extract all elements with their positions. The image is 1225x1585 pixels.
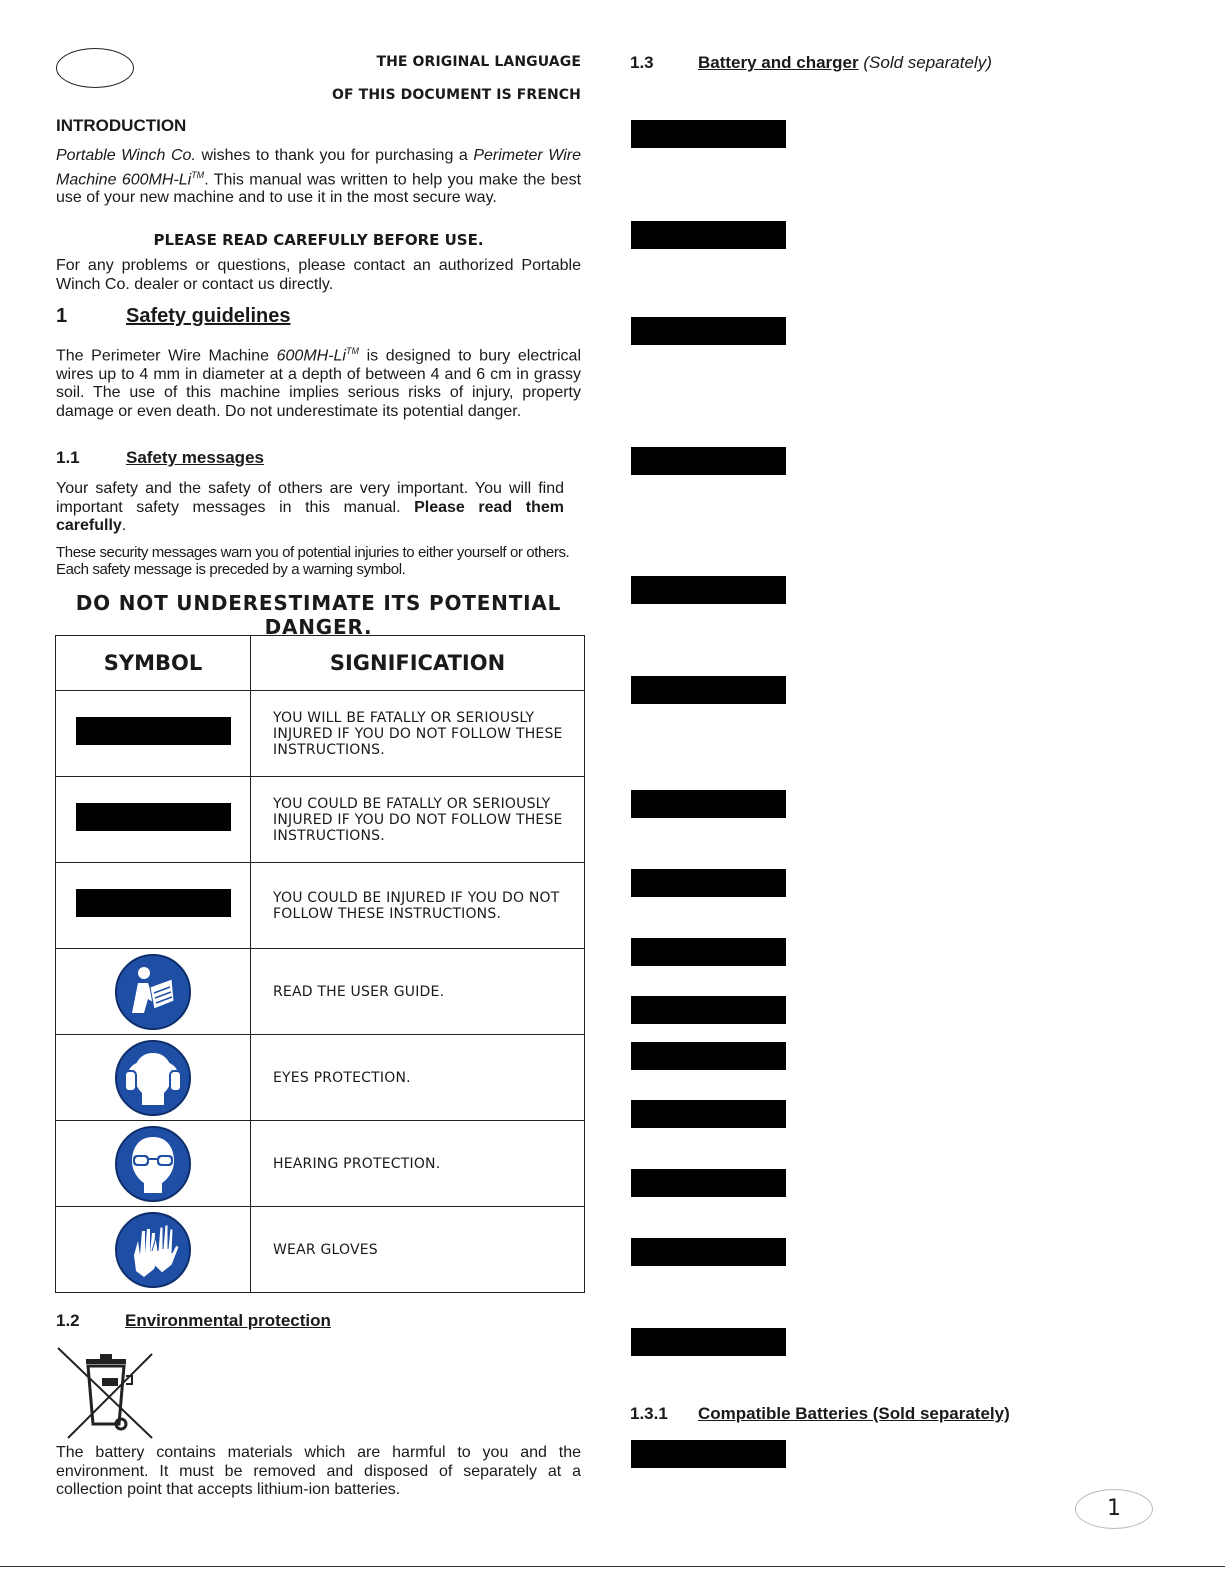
crossed-bin-icon	[56, 1346, 156, 1446]
redacted-block	[631, 996, 786, 1024]
redacted-label	[76, 803, 231, 831]
table-row: HEARING PROTECTION.	[56, 1121, 585, 1207]
product-name: Perimeter Wire Machine 600MH-Li	[56, 147, 581, 188]
table-row: EYES PROTECTION.	[56, 1035, 585, 1121]
section-1-1-heading: 1.1 Safety messages	[56, 448, 264, 467]
intro-heading: INTRODUCTION	[56, 116, 187, 135]
read-guide-icon	[114, 953, 192, 1031]
section-1-3-1-heading: 1.3.1 Compatible Batteries (Sold separately)	[630, 1404, 1010, 1423]
redacted-block	[631, 1042, 786, 1070]
redacted-block	[631, 317, 786, 345]
redacted-block	[631, 1328, 786, 1356]
redacted-block	[631, 1440, 786, 1468]
company-name: Portable Winch Co.	[56, 147, 196, 164]
safety-messages-paragraph: Your safety and the safety of others are very important. You will find important safety messages in this manual. Please read them carefully.	[56, 480, 564, 534]
contact-paragraph: For any problems or questions, please contact an authorized Portable Winch Co. dealer or contact us directly.	[56, 257, 581, 293]
redacted-block	[631, 221, 786, 249]
environmental-paragraph: The battery contains materials which are harmful to you and the environment. It must be removed and disposed of separately at a collection point that accepts lithium-ion batteries.	[56, 1444, 581, 1498]
table-row: YOU COULD BE FATALLY OR SERIOUSLY INJURED IF YOU DO NOT FOLLOW THESE INSTRUCTIONS.	[56, 777, 585, 863]
redacted-block	[631, 869, 786, 897]
table-row: READ THE USER GUIDE.	[56, 949, 585, 1035]
redacted-block	[631, 1100, 786, 1128]
table-row: WEAR GLOVES	[56, 1207, 585, 1293]
redacted-label	[76, 889, 231, 917]
footer-divider	[0, 1566, 1225, 1567]
table-row: YOU WILL BE FATALLY OR SERIOUSLY INJURED IF YOU DO NOT FOLLOW THESE INSTRUCTIONS.	[56, 691, 585, 777]
redacted-block	[631, 1169, 786, 1197]
redacted-block	[631, 676, 786, 704]
section-1-heading: 1 Safety guidelines	[56, 305, 291, 327]
redacted-block	[631, 790, 786, 818]
redacted-block	[631, 938, 786, 966]
section-1-2-heading: 1.2 Environmental protection	[56, 1311, 331, 1330]
redacted-block	[631, 120, 786, 148]
column-header-signification: SIGNIFICATION	[251, 636, 585, 691]
intro-paragraph: Portable Winch Co. wishes to thank you for purchasing a Perimeter Wire Machine 600MH-Li™. This manual was written to help you make the best use of your new machine and to use it in the most secure way.	[56, 147, 582, 207]
redacted-block	[631, 447, 786, 475]
section-1-paragraph: The Perimeter Wire Machine 600MH-Li™ is designed to bury electrical wires up to 4 mm in diameter at a depth of between 4 and 6 cm in grassy soil. The use of this machine implies serious risks of injury, property damage or even death. Do not underestimate its potential danger.	[56, 346, 582, 420]
ear-protection-icon	[114, 1039, 192, 1117]
redacted-block	[631, 576, 786, 604]
read-carefully-notice: PLEASE READ CAREFULLY BEFORE USE.	[153, 231, 484, 249]
table-header-row	[56, 636, 585, 691]
redacted-block	[631, 1238, 786, 1266]
danger-warning: DO NOT UNDERESTIMATE ITS POTENTIAL DANGER.	[75, 591, 562, 639]
page-number: 1	[1075, 1489, 1153, 1529]
safety-symbol-table	[55, 635, 585, 1293]
header-oval	[56, 48, 134, 88]
gloves-icon	[114, 1211, 192, 1289]
column-header-symbol: SYMBOL	[56, 636, 251, 691]
warning-symbol-paragraph: These security messages warn you of potential injuries to either yourself or others. Each safety message is preceded by a warning symbol.	[56, 544, 570, 578]
original-language-line1: THE ORIGINAL LANGUAGE	[376, 54, 581, 70]
section-1-3-heading: 1.3 Battery and charger (Sold separately)	[630, 53, 992, 72]
eye-protection-icon	[114, 1125, 192, 1203]
table-row: YOU COULD BE INJURED IF YOU DO NOT FOLLOW THESE INSTRUCTIONS.	[56, 863, 585, 949]
redacted-label	[76, 717, 231, 745]
original-language-line2: OF THIS DOCUMENT IS FRENCH	[332, 87, 581, 103]
